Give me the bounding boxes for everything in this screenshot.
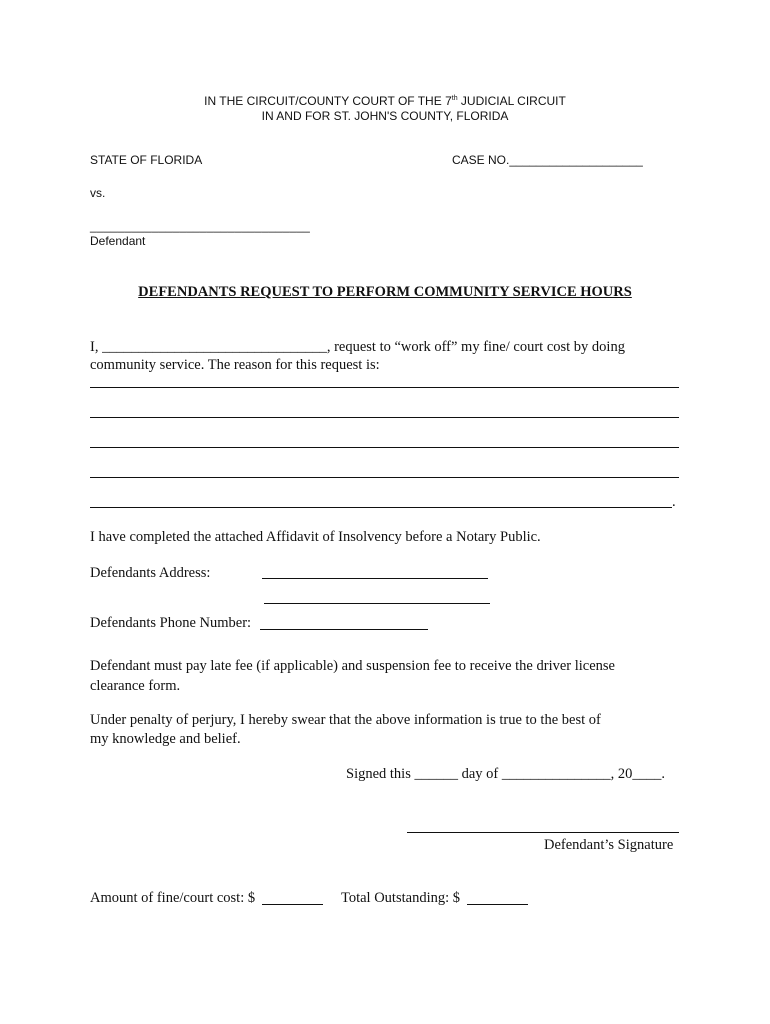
reason-period: . (672, 494, 676, 510)
reason-line-5[interactable] (90, 507, 672, 508)
signature-field[interactable] (407, 832, 679, 833)
defendant-name-field[interactable]: ________________________________ (90, 219, 310, 233)
reason-line-3[interactable] (90, 447, 679, 448)
request-line-2: community service. The reason for this request is: (90, 357, 380, 373)
late-fee-line-1: Defendant must pay late fee (if applicable) and suspension fee to receive the driver license (90, 658, 615, 674)
court-header-text: IN THE CIRCUIT/COUNTY COURT OF THE 7 (204, 94, 452, 108)
phone-field[interactable] (260, 629, 428, 630)
defendant-label: Defendant (90, 234, 146, 248)
signed-date-line[interactable]: Signed this ______ day of _______________, 20____. (346, 766, 665, 782)
phone-label: Defendants Phone Number: (90, 615, 252, 631)
court-header-line2: IN AND FOR ST. JOHN'S COUNTY, FLORIDA (261, 109, 509, 123)
total-outstanding-label: Total Outstanding: $ (341, 890, 461, 906)
address-field-line-2[interactable] (264, 603, 490, 604)
affidavit-statement: I have completed the attached Affidavit of Insolvency before a Notary Public. (90, 529, 541, 545)
total-outstanding-field[interactable] (467, 904, 528, 905)
case-number-field[interactable]: CASE NO.____________________ (452, 153, 643, 167)
document-title: DEFENDANTS REQUEST TO PERFORM COMMUNITY SERVICE HOURS (138, 284, 632, 300)
address-field-line-1[interactable] (262, 578, 488, 579)
reason-line-1[interactable] (90, 387, 679, 388)
ordinal-suffix: th (451, 95, 458, 102)
versus-label: vs. (90, 186, 106, 200)
request-line-1: I, _______________________________, request to “work off” my fine/ court cost by doing (90, 339, 625, 355)
fine-amount-label: Amount of fine/court cost: $ (90, 890, 256, 906)
reason-line-4[interactable] (90, 477, 679, 478)
reason-line-2[interactable] (90, 417, 679, 418)
late-fee-line-2: clearance form. (90, 678, 181, 694)
court-header-line1 (0, 94, 770, 108)
state-label: STATE OF FLORIDA (90, 153, 203, 167)
perjury-line-1: Under penalty of perjury, I hereby swear that the above information is true to the best of (90, 712, 601, 728)
court-header-text-end: JUDICIAL CIRCUIT (457, 94, 566, 108)
signature-label: Defendant’s Signature (544, 837, 674, 853)
address-label: Defendants Address: (90, 565, 211, 581)
perjury-line-2: my knowledge and belief. (90, 731, 241, 747)
fine-amount-field[interactable] (262, 904, 323, 905)
